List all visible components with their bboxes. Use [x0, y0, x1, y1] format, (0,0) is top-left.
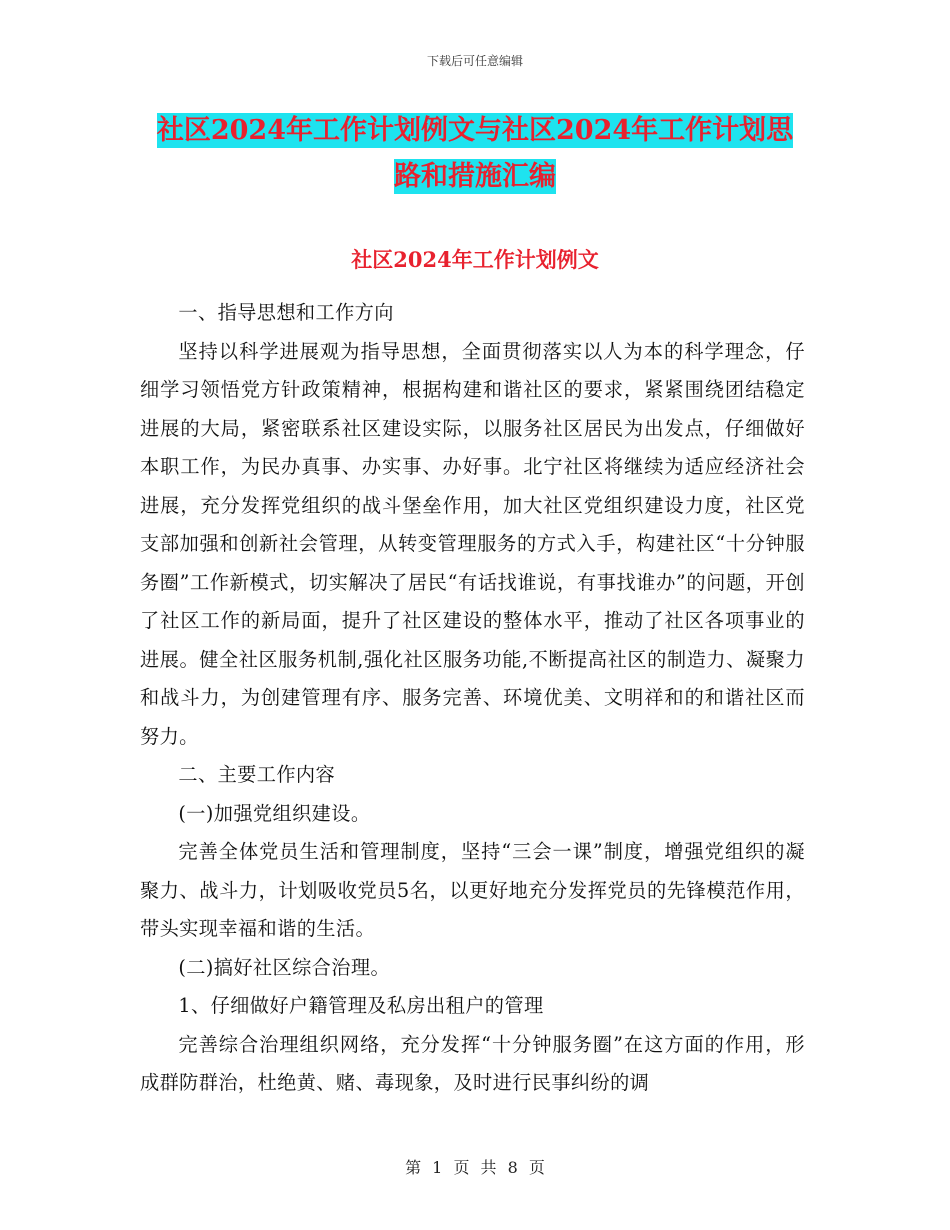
paragraph-governance-network: 完善综合治理组织网络，充分发挥“十分钟服务圈”在这方面的作用，形成群防群治，杜绝黄、赌、毒现象，及时进行民事纠纷的调 — [140, 1032, 805, 1094]
heading-party-building: (一)加强党组织建设。 — [178, 801, 371, 825]
document-title-line-2: 路和措施汇编 — [394, 161, 556, 192]
heading-main-work: 二、主要工作内容 — [178, 763, 336, 786]
heading-guiding-ideology: 一、指导思想和工作方向 — [178, 301, 394, 324]
heading-household-management: 1、仔细做好户籍管理及私房出租户的管理 — [178, 994, 544, 1017]
section-title: 社区2024年工作计划例文 — [351, 247, 599, 272]
document-title — [140, 108, 810, 200]
page-number: 第 1 页 共 8 页 — [405, 1158, 545, 1177]
paragraph-party-building: 完善全体党员生活和管理制度，坚持“三会一课”制度，增强党组织的凝聚力、战斗力，计划吸收党员5名，以更好地充分发挥党员的先锋模范作用，带头实现幸福和谐的生活。 — [140, 840, 805, 940]
header-note: 下载后可任意编辑 — [426, 54, 523, 68]
paragraph-guiding-ideology: 坚持以科学进展观为指导思想，全面贯彻落实以人为本的科学理念，仔细学习领悟党方针政策精神，根据构建和谐社区的要求，紧紧围绕团结稳定进展的大局，紧密联系社区建设实际，以服务社区居民为出发点，仔细做好本职工作，为民办真事、办实事、办好事。北宁社区将继续为适应经济社会进展，充分发挥党组织的战斗堡垒作用，加大社区党组织建设力度，社区党支部加强和创新社会管理，从转变管理服务的方式入手，构建社区“十分钟服务圈”工作新模式，切实解决了居民“有话找谁说，有事找谁办”的问题，开创了社区工作的新局面，提升了社区建设的整体水平，推动了社区各项事业的进展。健全社区服务机制,强化社区服务功能,不断提高社区的制造力、凝聚力和战斗力，为创建管理有序、服务完善、环境优美、文明祥和的和谐社区而努力。 — [140, 339, 805, 748]
heading-comprehensive-governance: (二)搞好社区综合治理。 — [178, 955, 391, 979]
document-body — [140, 294, 805, 1103]
document-title-line-1: 社区2024年工作计划例文与社区2024年工作计划思 — [156, 115, 794, 146]
